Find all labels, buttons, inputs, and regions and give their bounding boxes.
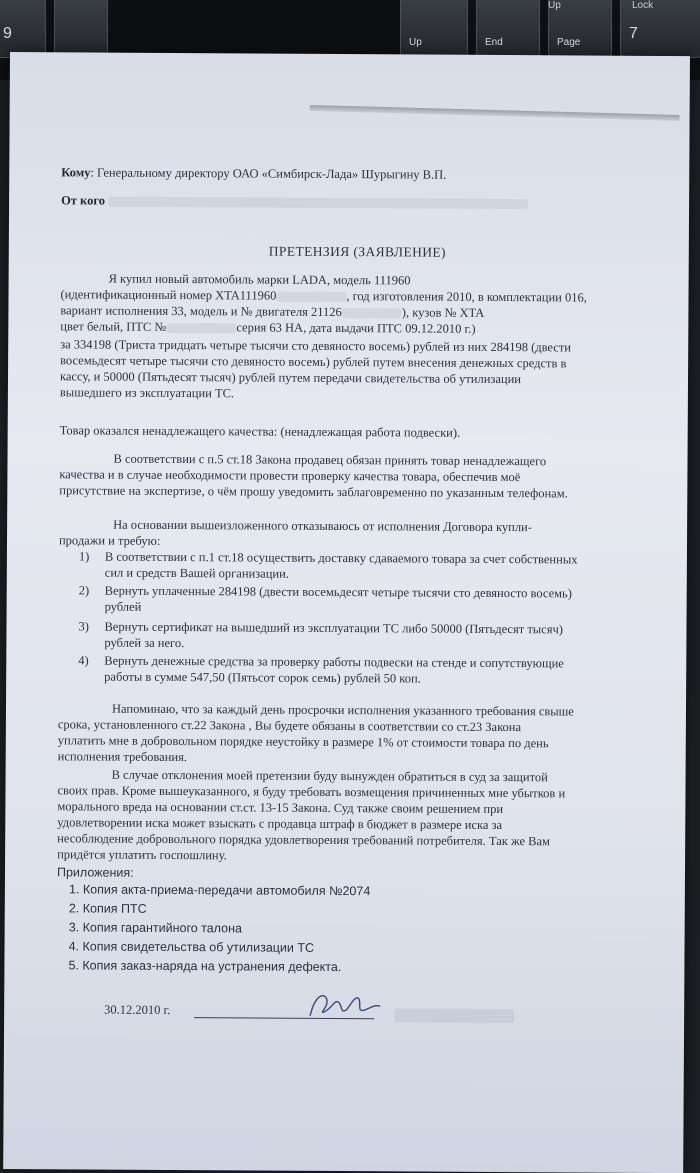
- attachment-item: 3. Копия гарантийного талона: [83, 918, 371, 939]
- sender-redacted: [108, 197, 528, 210]
- key-up-label: Up: [548, 0, 561, 11]
- p2-line-3: присутствие на экспертизе, о чём прошу уведомить заблаговременно по указанным телефонам.: [59, 483, 568, 501]
- key-page: Page: [548, 0, 612, 58]
- p1-line-1: Я купил новый автомобиль марки LADA, модель 111960: [108, 271, 411, 288]
- attachment-item: 1. Копия акта-приема-передачи автомобиля №2074: [83, 880, 371, 901]
- attachment-item: 5. Копия заказ-наряда на устранения дефекта.: [82, 956, 370, 977]
- engine-redacted: [342, 308, 402, 318]
- sender-line: [61, 192, 528, 211]
- p4-line-1: Напоминаю, что за каждый день просрочки исполнения указанного требования свыше: [111, 701, 574, 719]
- p5-line-4: удовлетворении иска может взыскать с продавца штраф в бюджет в размере иска за: [57, 815, 503, 833]
- demand-1-line-1: В соответствии с п.1 ст.18 осуществить доставку сдаваемого товара за счет собственных: [104, 549, 578, 567]
- recipient-line: [61, 164, 446, 182]
- demand-3-num: 3): [78, 619, 89, 634]
- goods-line: Товар оказался ненадлежащего качества: (ненадлежащая работа подвески).: [59, 423, 461, 440]
- attachment-item: 2. Копия ПТС: [83, 899, 371, 920]
- key-9: 9: [0, 0, 46, 58]
- demand-1-line-2: сил и средств Вашей организации.: [104, 565, 289, 581]
- p1-line-2: (идентификационный номер XTA111960 , год изготовления 2010, в комплектации 016,: [60, 287, 587, 305]
- pts-redacted: [166, 323, 236, 333]
- demand-4-num: 4): [78, 653, 89, 668]
- p1-line-7: кассу, и 50000 (Пятьдесят тысяч) рублей путем передачи свидетельства об утилизации: [59, 369, 522, 387]
- p4-line-2: срока, установленного ст.22 Закона , Вы будете обязаны в соответствии со ст.23 Закона: [57, 717, 522, 735]
- p5-line-2: своих прав. Кроме вышеуказанного, я буду требовать возмещения причиненных мне убытков и: [57, 783, 566, 801]
- key-7: 7: [620, 0, 700, 58]
- signature-mark: [304, 988, 384, 1022]
- paper-fold: [310, 105, 680, 121]
- p3-line-1: На основании вышеизложенного отказываюсь от исполнения Договора купли-: [113, 517, 532, 535]
- p2-line-2: качества и в случае необходимости провести проверку качества товара, обеспечив моё: [59, 467, 521, 485]
- document-title: ПРЕТЕНЗИЯ (ЗАЯВЛЕНИЕ): [268, 243, 447, 260]
- signature-name-redacted: [394, 1008, 514, 1023]
- demand-4-line-1: Вернуть денежные средства за проверку работы подвески на стенде и сопутствующие: [104, 653, 564, 671]
- p5-line-1: В случае отклонения моей претензии буду вынужден обратиться в суд за защитой: [111, 767, 548, 785]
- key-pgup: Up: [400, 0, 468, 58]
- p3-line-2: продажи и требую:: [58, 533, 161, 548]
- attachments-label: Приложения:: [56, 865, 134, 880]
- document-page: [3, 52, 690, 1173]
- p5-line-3: морального вреда на основании ст.ст. 13-15 Закона. Суд также своим решением при: [57, 799, 504, 817]
- document-date: 30.12.2010 г.: [104, 1002, 171, 1017]
- demand-4-line-2: работы в сумме 547,50 (Пятьсот сорок семь) рублей 50 коп.: [104, 669, 421, 686]
- key-end: End: [476, 0, 540, 58]
- key-blank: [54, 0, 108, 58]
- p1-line-5: за 334198 (Триста тридцать четыре тысячи сто девяносто восемь) рублей из них 284198 (двести: [60, 337, 572, 355]
- demand-2-num: 2): [78, 583, 90, 598]
- demand-3-line-1: Вернуть сертификат на вышедший из эксплуатации ТС либо 50000 (Пятьдесят тысяч): [104, 619, 563, 637]
- p2-line-1: В соответствии с п.5 ст.18 Закона продавец обязан принять товар ненадлежащего: [113, 451, 547, 469]
- demand-1-num: 1): [78, 549, 90, 564]
- p4-line-3: уплатить мне в добровольном порядке неустойку в размере 1% от стоимости товара по день: [57, 733, 549, 751]
- demand-2-line-1: Вернуть уплаченные 284198 (двести восемьдесят четыре тысячи сто девяносто восемь): [104, 583, 572, 601]
- vin-redacted: [276, 292, 346, 302]
- p5-line-5: несоблюдение добровольного порядка удовлетворения требований потребителя. Так же Вам: [57, 831, 551, 849]
- recipient-text: : Генеральному директору ОАО «Симбирск-Лада» Шурыгину В.П.: [90, 165, 447, 182]
- demand-3-line-2: рублей за него.: [104, 635, 185, 651]
- sender-label: От кого: [61, 193, 106, 208]
- p1-line-8: вышедшего из эксплуатации ТС.: [59, 385, 235, 401]
- attachments-list: [64, 880, 370, 977]
- attachment-item: 4. Копия свидетельства об утилизации ТС: [82, 937, 370, 958]
- p1-line-4: цвет белый, ПТС № серия 63 НА, дата выдачи ПТС 09.12.2010 г.): [60, 319, 476, 336]
- recipient-label: Кому: [61, 165, 91, 180]
- demand-2-line-2: рублей: [104, 599, 142, 614]
- p1-line-3: вариант исполнения 33, модель и № двигателя 21126 ), кузов № XTA: [60, 303, 485, 320]
- key-lock-label: Lock: [632, 0, 654, 11]
- p4-line-4: исполнения требования.: [57, 749, 188, 765]
- p5-line-6: придётся уплатить госпошлину.: [57, 847, 227, 863]
- p1-line-6: восемьдесят четыре тысячи сто девяносто восемь) рублей путем внесения денежных средств в: [60, 353, 567, 371]
